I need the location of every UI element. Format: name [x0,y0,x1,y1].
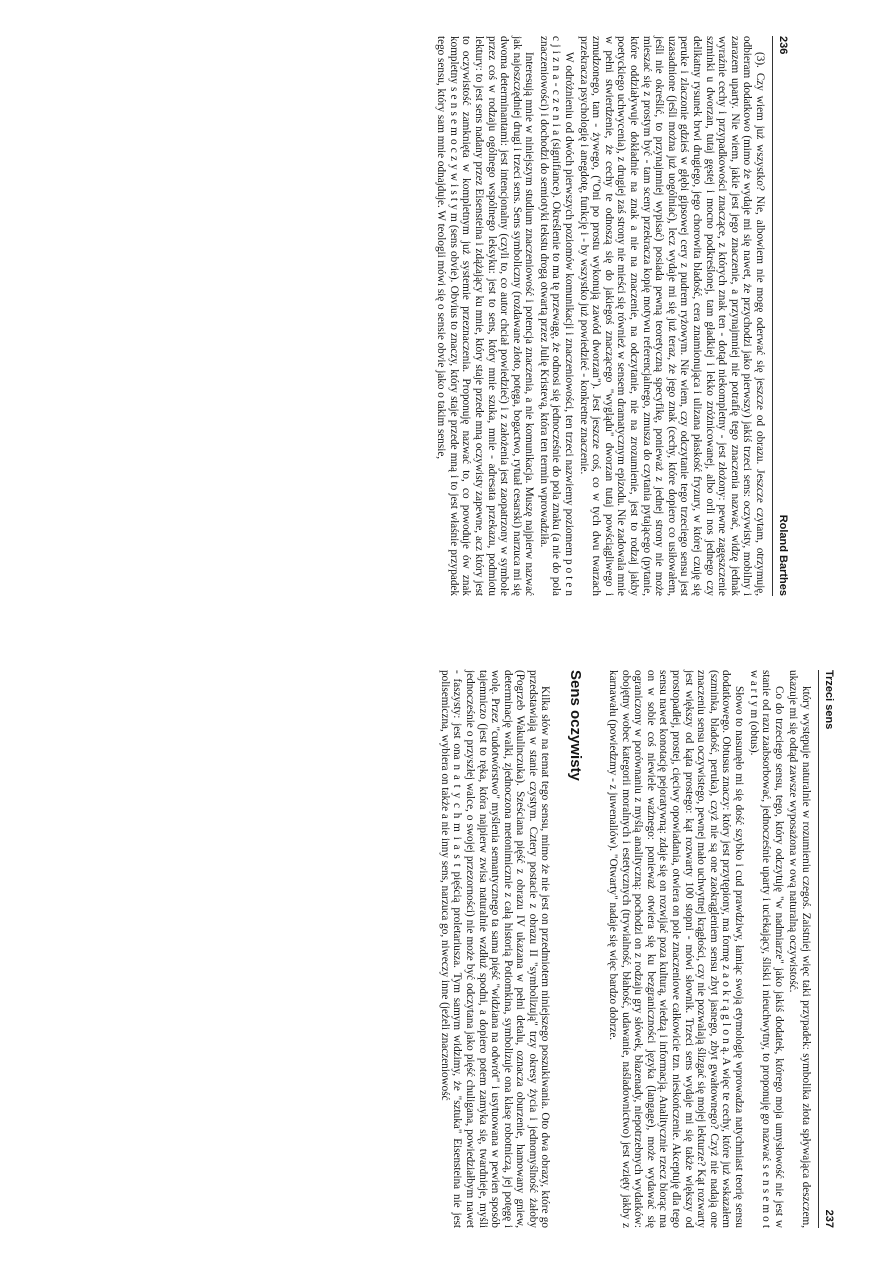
paragraph: który występuje naturalnie w rozumieniu czegoś. Zaistniej więc taki przypadek: symbolika złota spływająca deszczem, ukazuje mi się odtąd zawsze wyposażona w ową naturalną oczywistość. [787,670,812,1228]
paragraph: Kilka słów na temat tego sensu, mimo że nie jest on przedmiotem niniejszego poszukiwania. Oto dwa obrazy, które go przedstawiają w stanie czystym. Cztery postacie z obrazu II "symbolizują" trzy okresy życia i jednomyślność żałoby (Pogrzeb Wakulinczuka). Sześciana pięść z obrazu IV ukazana w pełni detalu, oznacza oburzenie, hamowany gniew, determinację walki, zjednoczona metonimicznie z całą historią Potiomkina, symbolizuje ona klasę robotniczą, jej potęgę i wolę. Przez "cudotwórstwo" myślenia semantycznego ta sama pięść "widziana na odwrót" i usytuowana w pewien sposób tajemniczo (jest to ręka, która najpierw zwisa naturalnie wzdłuż spodni, a dopiero potem zamyka się, twardnieje, myśli jednocześnie o przyszłej walce, o swojej przezorności) nie może być odczytana jako pięść chuligana, powiedziałbym nawet - faszysty: jest ona n a t y c h m i a s t pięścią proletariusza. Tym samym widzimy, że "sztuka" Eisensteina nie jest polisemiczna, wybiera on także a nie inny sens, narzuca go, niweczy inne (jeżeli znaczeniowość [438,670,552,1228]
paragraph: (3). Czy wiem już wszystko? Nie, albowiem nie mogę oderwać się jeszcze od obrazu. Jeszcze czytam, otrzymuję, odbieram dodatkowo (mimo że wydaje mi się nawet, że przychodzi jako pierwszy) jakiś trzeci sens: oczywisty, mobilny i zarazem uparty. Nie wiem, jakie jest jego znaczenie, a przynajmniej nie potrafię tego znaczenia nazwać, widzę jednak wyraźnie cechy i przypadkowości znaczące, z których znak ten - dotąd niekompletny - jest złożony: pewne zagęszczenie szminki u dworzan, tutaj gęstej i mocno podkreślonej, tam gładkiej i lekko zróżnicowanej, albo orli nos jednego czy delikatny rysunek brwi drugiego, jego chorowita bladość, cera znamionująca i ulizana płaskość fryzury, w której czuję się peruke i zlaczonie gdzieś w głębi gipsowej cery z pudrem ryżowym. Nie wiem, czy odczytanie tego trzeciego sensu jest uzasadnione (jeśli można już uogólniać), lecz wydaje mi się już teraz, że jego znak (cechy, które dopiero co usiłowałem, jeśli nie określić, to przynajmniej wypisać) posiada pewną teoretyczną specyfikę, ponieważ z jednej strony nie może mieszać się z prostym być - tam sceny przekracza kopię motywu referencjalnego, zmusza do czytania pytającego (pytanie, które oddziaływuje dokładnie na znak a nie na znaczenie, na odczytanie, nie na zrozumienie, jest to rodzaj jakby poetyckiego uchwycenia), z drugiej zaś strony nie mieści się również w sensem dramatycznym epizodu. Nie zadowala mnie w pełni stwierdzenie, że cechy te odnoszą się do jakiegoś znaczącego "wyglądu" dworzan tutaj powściągliwego i zmudzonego, tam - żywego, ("Oni po prostu wykonują zawód dworzan"). Jest jeszcze coś, co w tych dwu twarzach przekracza psychologię i anegdotę, funkcję i - by wszystko już powiedzieć - konkretne znaczenie. [577,36,766,596]
left-running-header [772,36,789,596]
paragraph: Słowo to nasunęło mi się dość szybko i cud prawdziwy, łamiąc swoją etymologię wprowadza natychmiast teorię sensu dodatkowego. Obtusus znaczy: który jest przytępiony, ma formę z a o k r ą g l o n ą. A więc te cechy, które już wskazałem (szminka, bladość, peruka), czyż nie są one zaokrągleniem sensu zbyt jasnego, zbyt gwałtownego? Czyż nie nadają one znaczeniu sensu oczywistego, pewnej mało uchwytnej krągłości, czy nie pozwalają ślizgać się mojej lekturze? Kąt rozwarty jest większy od kąta prostego: kąt rozwarty 100 stopni - mówi słownik. Trzeci sens wydaje mi się także większy od prostopadłej, prostej, cięciwy opowiadania, otwiera on pole znaczeniowe całkowicie tzn. nieskończenie. Akceptuję dla tego sensu nawet konotację pejoratywną: zdaje się on rozwijać poza kulturą, wiedzą i informacją. Analitycznie rzecz biorąc ma on w sobie coś niewiele ważnego: ponieważ otwiera się ku bezgraniczności języka (langage), może wydawać się ograniczony w porównaniu z myślą analityczną: pochodzi on z rodzaju gry słówek, błazenady, niepotrzebnych wydatków: obojętny wobec kategorii moralnych i estetycznych (trywialność, błahość, udawanie, naśladownictwo) jest wzięty jakby z karnawału (powiedzmy - z juwenaliów). "Otwarty" nadaje się więc bardzo dobrze. [607,670,746,1228]
right-running-head: Trzeci sens [823,670,835,730]
right-page [0,632,893,1263]
paragraph: Co do trzeciego sensu, tego, który odczytuję "w nadmiarze" jako jakiś dodatek, którego moja umysłowość nie jest w stanie od razu zaabsorbować, jednocześnie uparty i uciekający, śliski i nieuchwytny, to proponuję go nazwać s e n s e m o t w a r t y m (obtus). [747,670,785,1228]
paragraph: W odróżnieniu od dwóch pierwszych poziomów komunikacji i znaczeniowości, ten trzeci nazwiemy poziomem p o t e n c j i z n a - c z e n i a (signifiance). Określenie to ma tę przewagę, że odnosi się jednocześnie do pola znaku (a nie do pola znaczeniowości) i dochodzi do semiotyki tekstu drogą otwartą przez Julię Kristevą, która ten termin wprowadziła. [537,36,576,596]
section-heading: Sens oczywisty [567,670,585,781]
paragraph: Interesują mnie w niniejszym studium znaczeniowość i potencja znaczenia, a nie komunikacja. Muszę najpierw nazwać jak najoszczędniej drugi i trzeci sens. Sens symboliczny (rozdawane złoto, potęga, bogactwo, rytuał cesarski) narzuca mi się dwoma determinantami: jest intencjonalny (czyli to, co autor chciał powiedzieć) i z założenia jest zaopatrzony w symbole przez coś w rodzaju ogólnego wspólnego leksyku: jest to sens, który mnie szuka, mnie - adresata przekazu, podmiotu lektury: to jest sens nadany przez Eisensteina i zdążający ku mnie, który staje przede mną oczywisty zapewne, acz który jest to oczywistość zamknięta w kompletnym już systemie przeznaczenia. Proponuję nazwać to, co powoduje ów znak kompletny s e n s e m o c z y w i s t y m (sens obvie). Obvius to znaczy, który staje przede mną i to jest właśnie przypadek tego sensu, który sam mnie odnajduje. W teologii mówi się o sensie obvie jako o takim sensie, [435,36,536,596]
right-running-header [818,670,835,1228]
left-page-number: 236 [777,36,789,55]
left-running-head: Roland Barthes [777,514,789,596]
right-page-number: 237 [823,1209,835,1228]
